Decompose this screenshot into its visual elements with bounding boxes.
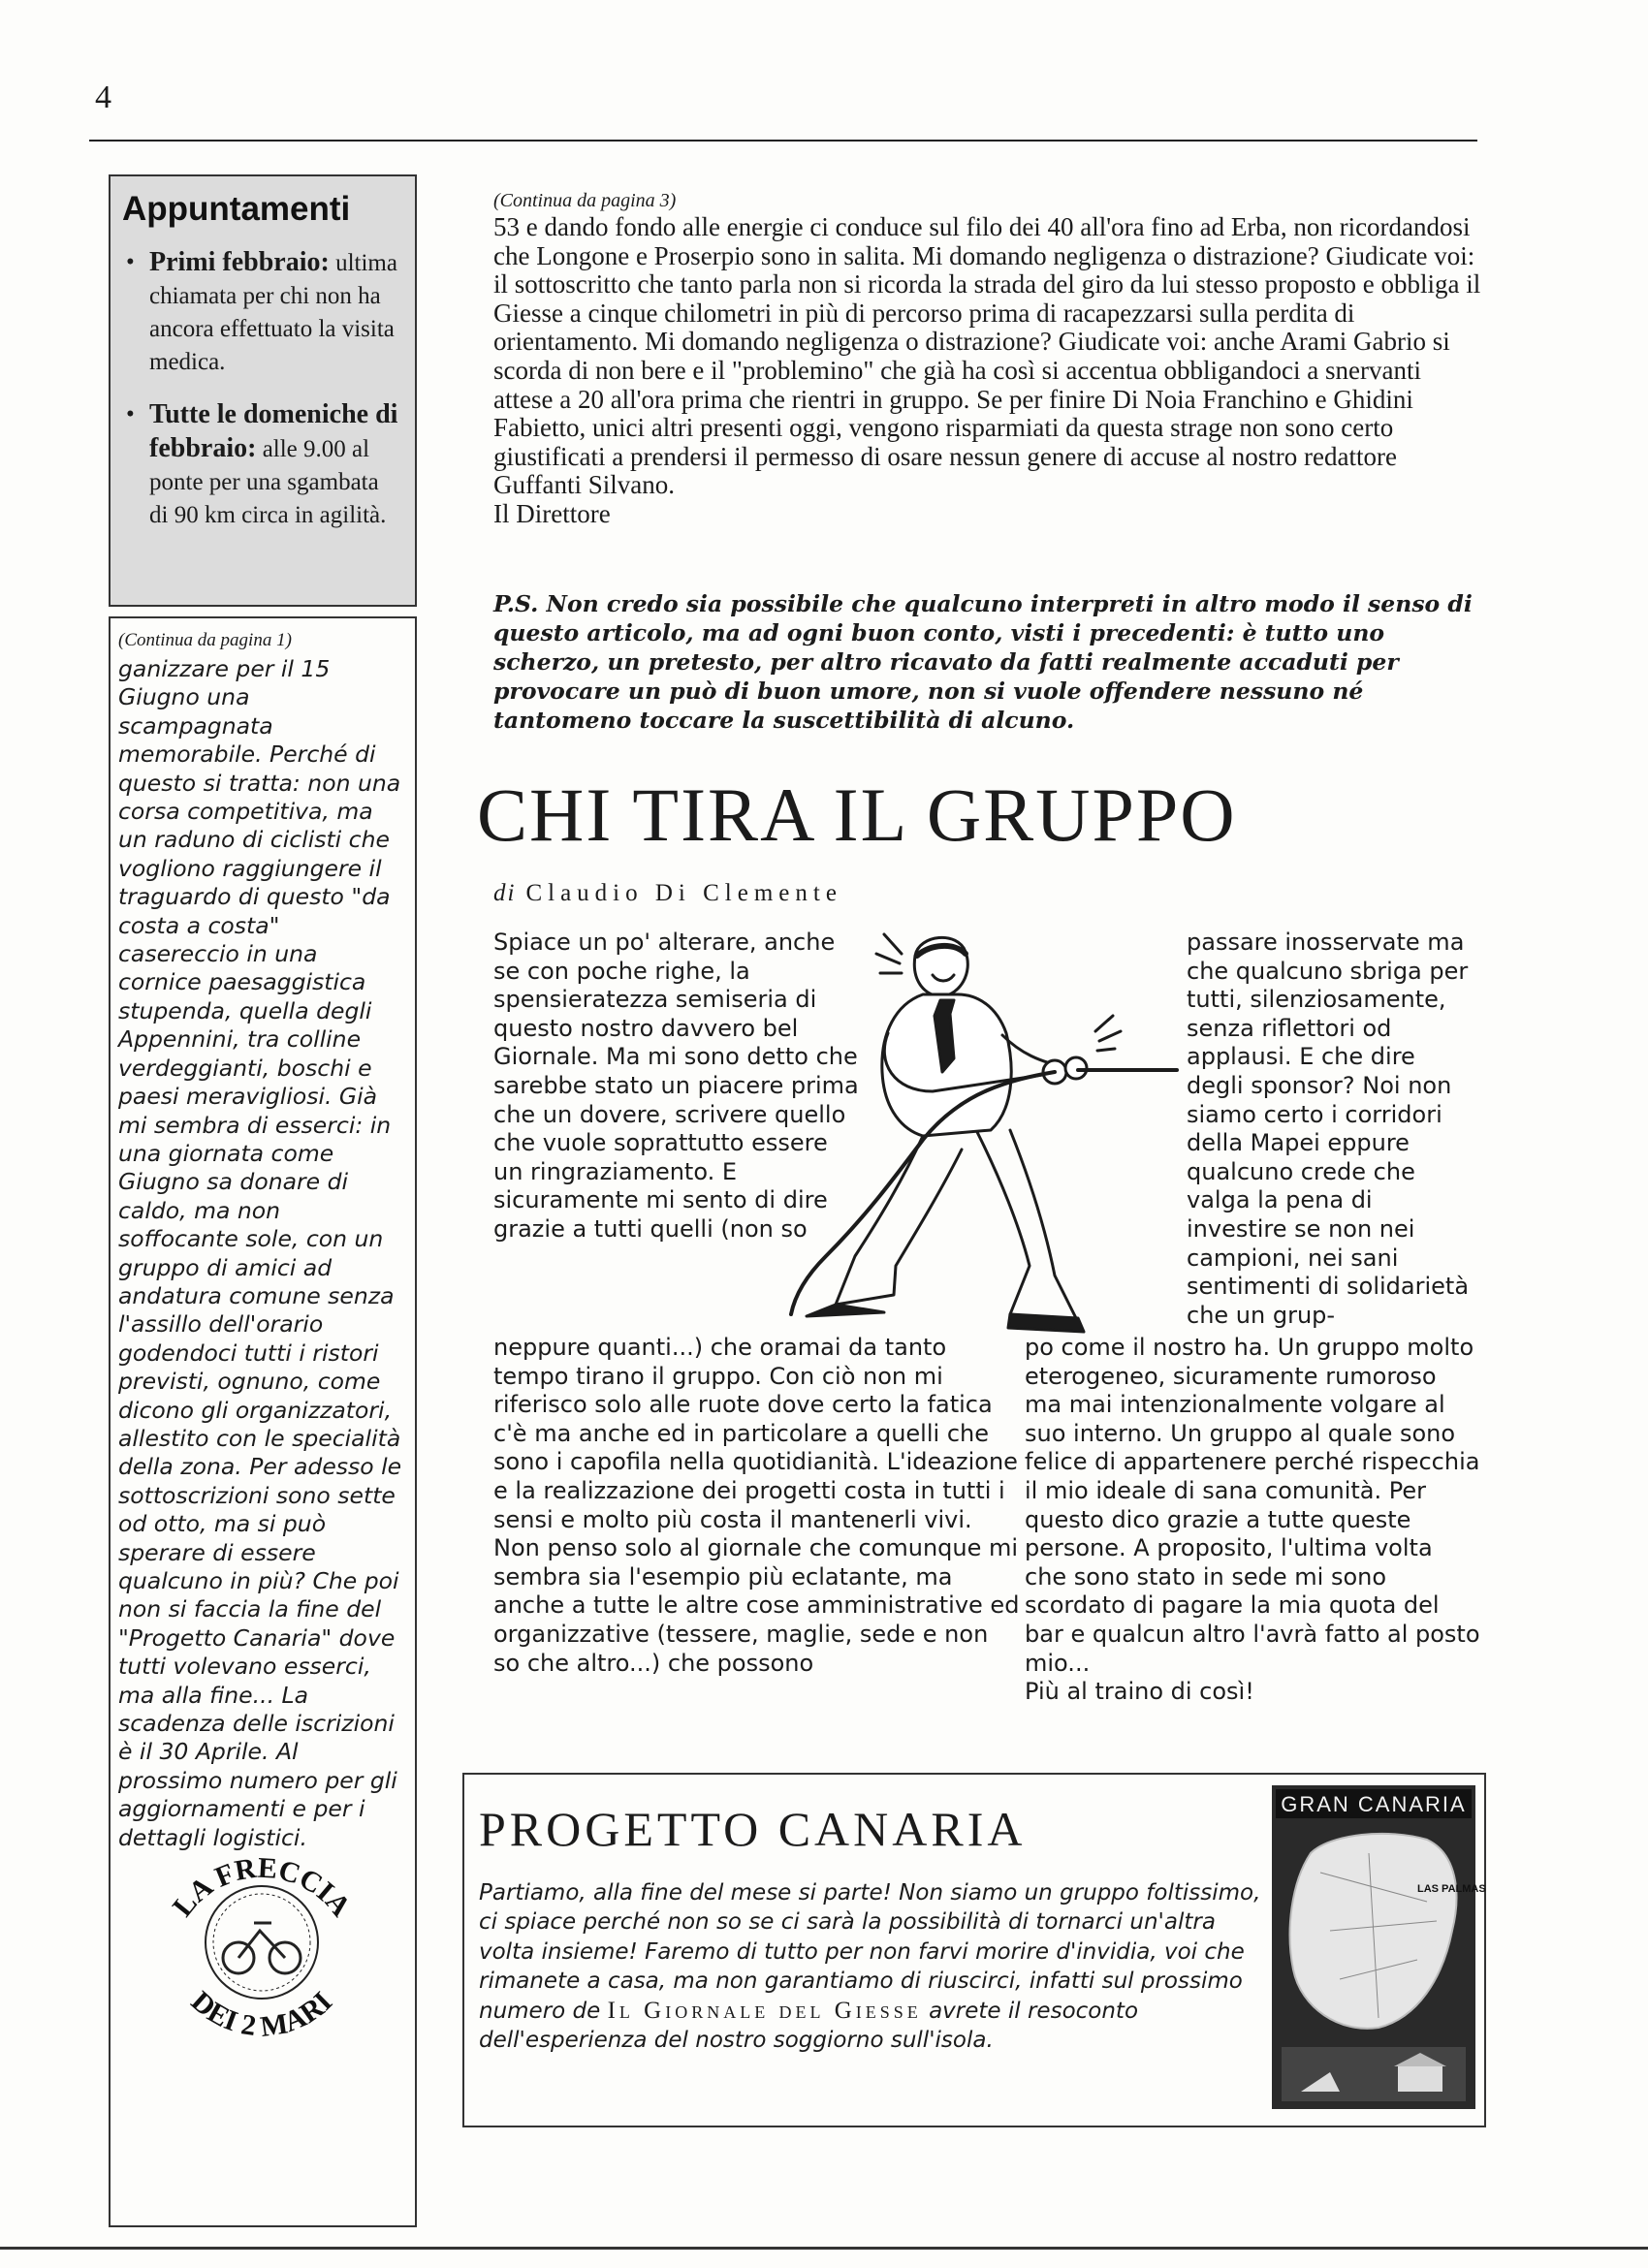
- canaria-body: [479, 1878, 1264, 2055]
- article-column-1-bottom: neppure quanti...) che oramai da tanto tempo tirano il gruppo. Con ciò non mi riferisco solo alle ruote dove certo la fatica c'è ma anche ed in particolare a quelli che sono i capofila nella quotidianità. L'ideazione e la realizzazione dei progetti costa in tutti i sensi e molto più costa il mantenerli vivi. Non penso solo al giornale che comunque mi sembra sia l'esempio più eclatante, ma anche a tutte le altre cose amministrative ed organizzative (tessere, maglie, sede e non so che altro...) che possono: [493, 1334, 1020, 1677]
- continued-article: [493, 213, 1482, 529]
- postscript-note: P.S. Non credo sia possibile che qualcuno interpreti in altro modo il senso di questo articolo, ma ad ogni buon conto, visti i precedenti: è tutto uno scherzo, un pretesto, per altro ricavato da fatti realmente accaduti per provocare un può di buon umore, non si vuole offendere nessuno né tantomeno toccare la suscettibilità di alcuno.: [493, 590, 1473, 734]
- man-pulling-rope-illustration: [787, 927, 1185, 1334]
- appointments-box: [109, 174, 417, 607]
- page-number: 4: [95, 79, 111, 115]
- appointment-item: [122, 398, 403, 532]
- appointment-label: Primi febbraio:: [149, 247, 330, 277]
- article-byline: [493, 880, 842, 907]
- appointment-label: Tutte le domeniche di febbraio:: [149, 399, 398, 463]
- article-column-2-bottom: [1025, 1334, 1480, 1707]
- canaria-title: PROGETTO CANARIA: [479, 1802, 1027, 1856]
- appointment-text: alle 9.00 al ponte per una sgambata di 90 km circa in agilità.: [149, 436, 387, 528]
- freccia-dei-2-mari-logo: [145, 1822, 378, 2055]
- appointment-text: ultima chiamata per chi non ha ancora effettuato la visita medica.: [149, 250, 397, 375]
- header-rule: [89, 140, 1477, 142]
- canaria-text-end: avrete il resoconto dell'esperienza del nostro soggiorno sull'isola.: [479, 1998, 1139, 2054]
- article-column-1-top: Spiace un po' alterare, anche se con poche righe, la spensieratezza semiseria di questo nostro davvero bel Giornale. Ma mi sono detto che sarebbe stato un piacere prima che un dovere, scrivere quello che vuole soprattutto essere un ringraziamento. E sicuramente mi sento di dire grazie a tutti quelli (non so: [493, 929, 859, 1243]
- logo-top-text: LA FRECCIA: [166, 1851, 358, 1923]
- sidebar-article-body: ganizzare per il 15 Giugno una scampagnata memorabile. Perché di questo si tratta: non una corsa competitiva, ma un raduno di ciclisti che vogliono raggiungere il traguardo di questo "da costa a costa" casereccio in una cornice paesaggistica stupenda, quella degli Appennini, tra colline verdeggianti, boschi e paesi meravigliosi. Già mi sembra di esserci: in una giornata come Giugno sa donare di caldo, ma non soffocante sole, con un gruppo di amici ad andatura comune senza l'assillo dell'orario godendoci tutti i ristori previsti, ognuno, come dicono gli organizzatori, allestito con le specialità della zona. Per adesso le sottoscrizioni sono sette od otto, ma si può sperare di essere qualcuno in più? Che poi non si faccia la fine del "Progetto Canaria" dove tutti volevano esserci, ma alla fine... La scadenza delle iscrizioni è il 30 Aprile. Al prossimo numero per gli aggiornamenti e per i dettagli logistici.: [118, 655, 402, 1851]
- byline-author: Claudio Di Clemente: [525, 880, 842, 906]
- footer-rule: [0, 2247, 1648, 2250]
- byline-prefix: di: [493, 880, 517, 906]
- article-column-2-text: po come il nostro ha. Un gruppo molto eterogeneo, sicuramente rumoroso ma mai intenzionalmente volgare al suo interno. Un gruppo al quale sono felice di appartenere perché rispecchia il mio ideale di sana comunità. Per questo dico grazie a tutte queste persone. A proposito, l'ultima volta che sono stato in sede mi sono scordato di pagare la mia quota del bar e qualcun altro l'avrà fatto al posto mio...: [1025, 1334, 1480, 1677]
- sidebar-continued-note: (Continua da pagina 1): [118, 630, 292, 650]
- continued-note: (Continua da pagina 3): [493, 190, 677, 211]
- journal-name: Il Giornale del Giesse: [607, 1997, 922, 2024]
- map-title: GRAN CANARIA: [1281, 1792, 1467, 1816]
- gran-canaria-map: [1272, 1785, 1486, 2109]
- canaria-text: Partiamo, alla fine del mese si parte! Non siamo un gruppo foltissimo, ci spiace perché non so se ci sarà la possibilità di tornarci un'altra volta insieme! Faremo di tutto per non farvi morire d'invidia, voi che rimanete a casa, ma non garantiamo di riuscirci, infatti sul prossimo numero de: [479, 1880, 1261, 2024]
- article-title: CHI TIRA IL GRUPPO: [477, 772, 1237, 857]
- appointments-title: Appuntamenti: [122, 190, 351, 228]
- article-closing: Più al traino di così!: [1025, 1678, 1254, 1706]
- logo-bottom-text: DEI 2 MARI: [184, 1985, 339, 2044]
- map-city-label: LAS PALMAS: [1417, 1883, 1486, 1895]
- appointment-item: [122, 246, 403, 379]
- continued-article-body: 53 e dando fondo alle energie ci conduce sul filo dei 40 all'ora fino ad Erba, non ricordandosi che Longone e Proserpio sono in salita. Mi domando negligenza o distrazione? Giudicate voi: il sottoscritto che tanto parla non si ricorda la strada del giro da lui stesso proposto e obbliga il Giesse a cinque chilometri in più di percorso prima di racapezzarsi sulla perdita di orientamento. Mi domando negligenza o distrazione? Giudicate voi: anche Arami Gabrio si scorda di non bere e il "problemino" che già ha così si accentua obbligandoci a snervanti attese a 20 all'ora prima che rientri in gruppo. Se per finire Di Noia Franchino e Ghidini Fabietto, unici altri presenti oggi, vengono risparmiati da questa strage non sono certo giustificati a prendersi il permesso di osare nessun genere di accuse al nostro redattore Guffanti Silvano.: [493, 212, 1481, 500]
- continued-article-signature: Il Direttore: [493, 498, 611, 528]
- article-column-2-top: passare inosservate ma che qualcuno sbriga per tutti, silenziosamente, senza riflettori od applausi. E che dire degli sponsor? Noi non siamo certo i corridori della Mapei eppure qualcuno crede che valga la pena di investire se non nei campioni, nei sani sentimenti di solidarietà che un grup-: [1187, 929, 1470, 1329]
